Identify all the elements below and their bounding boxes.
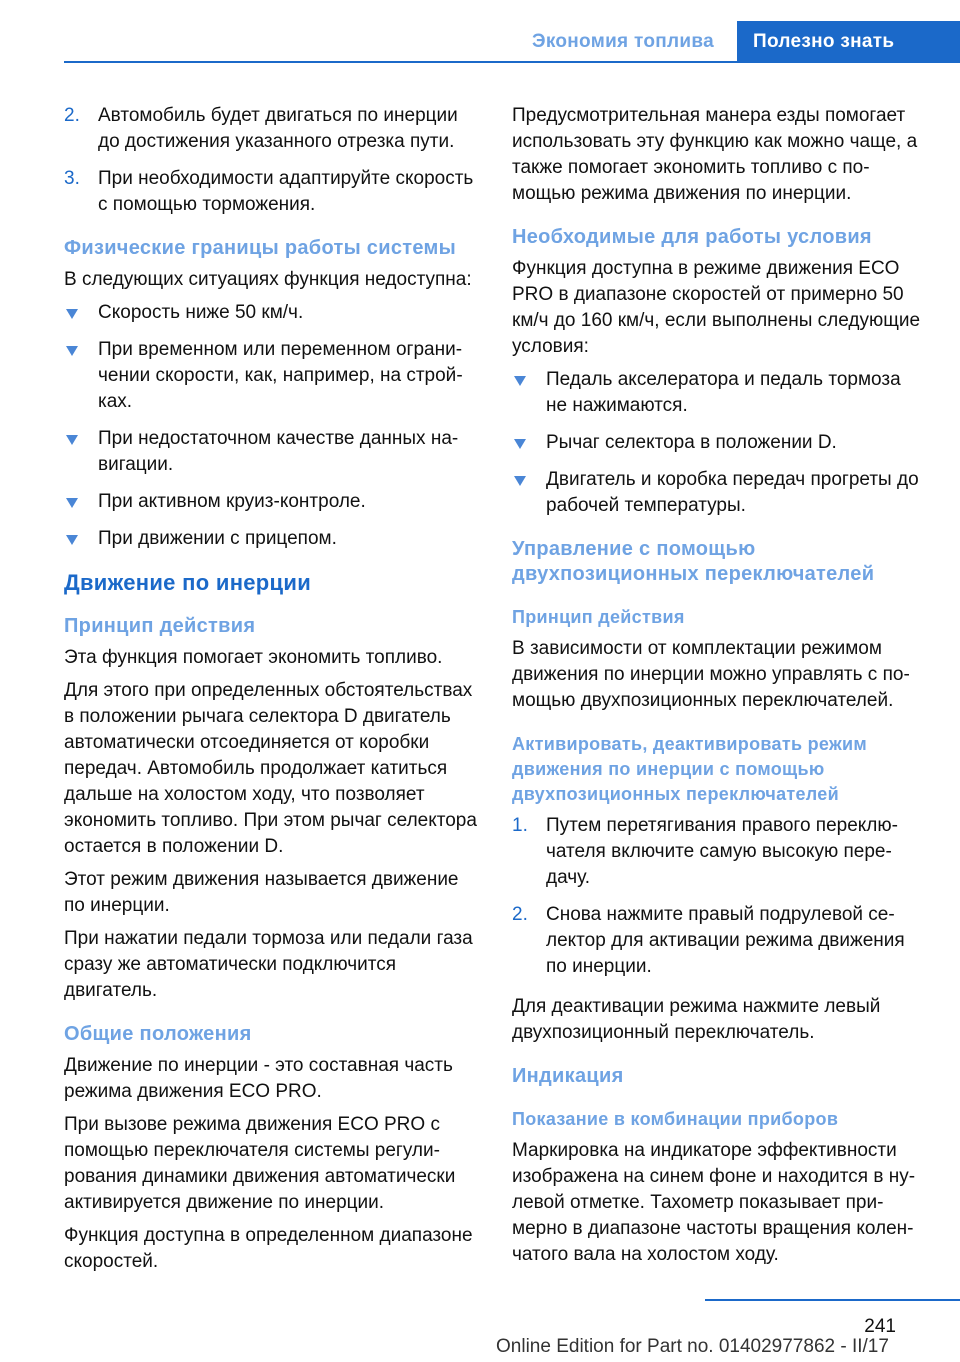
triangle-bullet-icon — [514, 376, 526, 386]
list-item-text: При движении с прицепом. — [98, 528, 337, 549]
list-item-text: Снова нажмите правый подрулевой селектор для активации режима движения по инерции. — [546, 904, 905, 977]
page-number: 241 — [864, 1316, 896, 1337]
edition-note: Online Edition for Part no. 01402977862 - II/17 — [496, 1336, 889, 1357]
paragraph: В зависимости от комплектации режимом движения по инерции можно управлять с помощью двухпозиционных переключателей. — [512, 638, 910, 711]
paragraph: При вызове режима движения ECO PRO с помощью переключателя системы регулирования динамики движения автоматически активируется движение по инерции. — [64, 1114, 456, 1213]
list-item — [512, 813, 926, 891]
tab-fuel-economy[interactable]: Экономия топлива — [532, 31, 714, 52]
triangle-bullet-icon — [66, 535, 78, 545]
heading-control-paddles: Управление с помощью двухпозиционных переключателей — [512, 538, 875, 585]
list-item-text: Педаль акселератора и педаль тормоза не нажимаются. — [546, 369, 901, 416]
list-item-text: При временном или переменном ограничении скорости, как, например, на стройках. — [98, 339, 463, 412]
paragraph: При нажатии педали тормоза или педали газа сразу же автоматически подключится двигатель. — [64, 928, 473, 1001]
numbered-list-steps — [512, 813, 926, 980]
list-item — [64, 337, 482, 415]
heading-instrument-cluster: Показание в комбинации приборов — [512, 1109, 839, 1129]
triangle-bullet-icon — [66, 346, 78, 356]
paragraph: Маркировка на индикаторе эффективности изображена на синем фоне и находится в нулевой отметке. Тахометр показывает примерно в диапазоне частоты вращения коленчатого вала на холостом ходу. — [512, 1140, 916, 1265]
tab-useful-info[interactable]: Полезно знать — [737, 21, 960, 63]
heading-conditions: Необходимые для работы условия — [512, 226, 872, 248]
list-item-text: При необходимости адаптируйте скорость с помощью торможения. — [98, 168, 474, 215]
triangle-bullet-icon — [66, 498, 78, 508]
list-item — [64, 300, 482, 326]
list-item-text: Автомобиль будет двигаться по инерции до достижения указанного отрезка пути. — [98, 105, 458, 152]
list-marker: 2. — [512, 904, 528, 925]
list-item-text: Путем перетягивания правого переключателя включите самую высокую передачу. — [546, 815, 898, 888]
list-item-text: Скорость ниже 50 км/ч. — [98, 302, 304, 323]
footer-rule — [705, 1299, 960, 1301]
list-item — [64, 103, 482, 155]
heading-indication: Индикация — [512, 1065, 624, 1087]
triangle-bullet-icon — [66, 309, 78, 319]
paragraph: Функция доступна в определенном диапазоне скоростей. — [64, 1225, 473, 1272]
paragraph: Функция доступна в режиме движения ECO PRO в диапазоне скоростей от примерно 50 км/ч до 160 км/ч, если выполнены следующие условия: — [512, 258, 921, 357]
list-item — [512, 467, 926, 519]
triangle-bullet-icon — [514, 476, 526, 486]
heading-general: Общие положения — [64, 1023, 252, 1045]
list-item — [512, 430, 926, 456]
list-item — [64, 426, 482, 478]
paragraph: В следующих ситуациях функция недоступна: — [64, 269, 472, 290]
paragraph: Для этого при определенных обстоятельствах в положении рычага селектора D двигатель автоматически отсоединяется от коробки передач. Автомобиль продолжает катиться дальше на холостом ходу, что позволяет экономить топливо. При этом рычаг селектора остается в положении D. — [64, 680, 477, 857]
heading-system-limits: Физические границы работы системы — [64, 237, 456, 259]
paragraph: Этот режим движения называется движение по инерции. — [64, 869, 459, 916]
bullet-list-conditions — [512, 367, 926, 519]
heading-principle: Принцип действия — [512, 607, 685, 627]
header-rule — [64, 61, 960, 63]
right-column — [512, 103, 926, 1275]
paragraph: Движение по инерции - это составная часть режима движения ECO PRO. — [64, 1055, 453, 1102]
paragraph: Для деактивации режима нажмите левый двухпозиционный переключатель. — [512, 996, 881, 1043]
list-marker: 2. — [64, 105, 80, 126]
list-item — [64, 526, 482, 552]
list-item — [64, 166, 482, 218]
list-marker: 3. — [64, 168, 80, 189]
left-column — [64, 103, 482, 1282]
list-item — [512, 367, 926, 419]
list-item-text: Рычаг селектора в положении D. — [546, 432, 837, 453]
list-marker: 1. — [512, 815, 528, 836]
list-item-text: Двигатель и коробка передач прогреты до рабочей температуры. — [546, 469, 919, 516]
bullet-list-limits — [64, 300, 482, 552]
list-item-text: При активном круиз-контроле. — [98, 491, 366, 512]
heading-coasting: Движение по инерции — [64, 570, 312, 595]
heading-activate-deactivate: Активировать, деактивировать режим движения по инерции с помощью двухпозиционных переключателей — [512, 734, 868, 804]
triangle-bullet-icon — [66, 435, 78, 445]
triangle-bullet-icon — [514, 439, 526, 449]
heading-principle: Принцип действия — [64, 615, 256, 637]
numbered-list-continued — [64, 103, 482, 218]
paragraph: Предусмотрительная манера езды помогает использовать эту функцию как можно чаще, а также помогает экономить топливо с помощью режима движения по инерции. — [512, 105, 918, 204]
list-item — [64, 489, 482, 515]
paragraph: Эта функция помогает экономить топливо. — [64, 647, 443, 668]
list-item-text: При недостаточном качестве данных навигации. — [98, 428, 459, 475]
list-item — [512, 902, 926, 980]
